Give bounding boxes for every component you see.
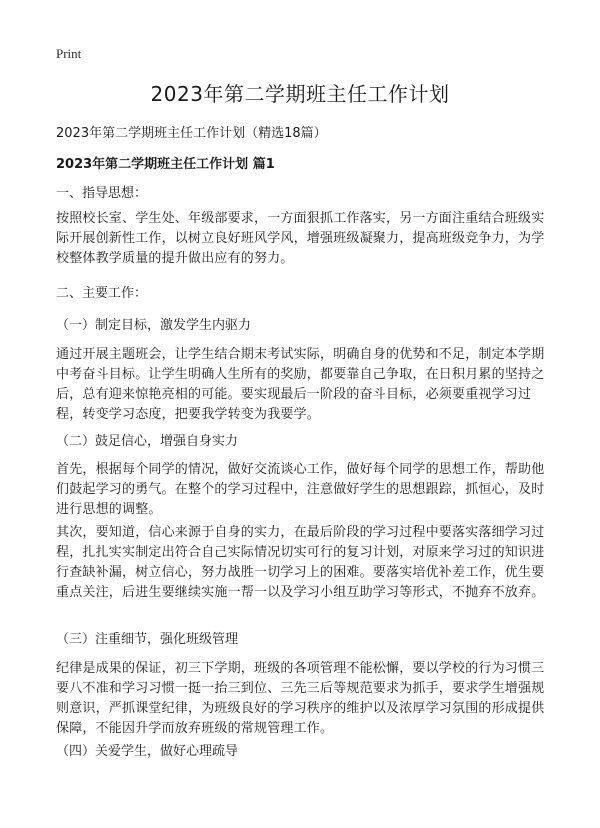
item-3-paragraph-1: 纪律是成果的保证，初三下学期，班级的各项管理不能松懈，要以学校的行为习惯三要八不准和学习习惯一挺一抬三到位、三先三后等规范要求为抓手，要求学生增强规则意识，严抓课堂纪律，为班级良好的学习秩序的维护以及浓厚学习氛围的形成提供保障，不能因升学而放弃班级的常规管理工作。 xyxy=(56,661,545,736)
guiding-heading: 一、指导思想： xyxy=(56,186,148,201)
print-link[interactable]: Print xyxy=(56,46,82,61)
section-heading: 2023年第二学期班主任工作计划 篇1 xyxy=(56,157,275,172)
item-3-heading: （三）注重细节，强化班级管理 xyxy=(56,632,239,647)
item-2-paragraph-2: 其次，要知道，信心来源于自身的实力，在最后阶段的学习过程中要落实落细学习过程，扎扎实实制定出符合自己实际情况切实可行的复习计划，对原来学习过的知识进行查缺补漏，树立信心，努力战胜一切学习上的困难。要落实培优补差工作，优生要重点关注，后进生要继续实施一帮一以及学习小组互助学习等形式，不抛弃不放弃。 xyxy=(56,525,545,600)
item-4-heading: （四）关爱学生，做好心理疏导 xyxy=(56,744,239,759)
document-subtitle: 2023年第二学期班主任工作计划（精选18篇） xyxy=(56,126,327,141)
page-title: 2023年第二学期班主任工作计划 xyxy=(150,82,450,106)
item-1-heading: （一）制定目标，激发学生内驱力 xyxy=(56,318,252,333)
item-1-paragraph-1: 通过开展主题班会，让学生结合期末考试实际，明确自身的优势和不足，制定本学期中考奋斗目标。让学生明确人生所有的奖励，都要靠自己争取，在日积月累的坚持之后，总有迎来惊艳亮相的可能。要实现最后一阶段的奋斗目标，必须要重视学习过程，转变学习态度，把要我学转变为我要学。 xyxy=(56,347,545,422)
item-2-paragraph-1: 首先，根据每个同学的情况，做好交流谈心工作，做好每个同学的思想工作，帮助他们鼓起学习的勇气。在整个的学习过程中，注意做好学生的思想跟踪，抓恒心，及时进行思想的调整。 xyxy=(56,462,545,517)
main-heading: 二、主要工作： xyxy=(56,286,148,301)
item-2-heading: （二）鼓足信心，增强自身实力 xyxy=(56,434,239,449)
guiding-paragraph: 按照校长室、学生处、年级部要求，一方面狠抓工作落实，另一方面注重结合班级实际开展创新性工作，以树立良好班风学风，增强班级凝聚力，提高班级竞争力，为学校整体教学质量的提升做出应有的努力。 xyxy=(56,211,545,266)
